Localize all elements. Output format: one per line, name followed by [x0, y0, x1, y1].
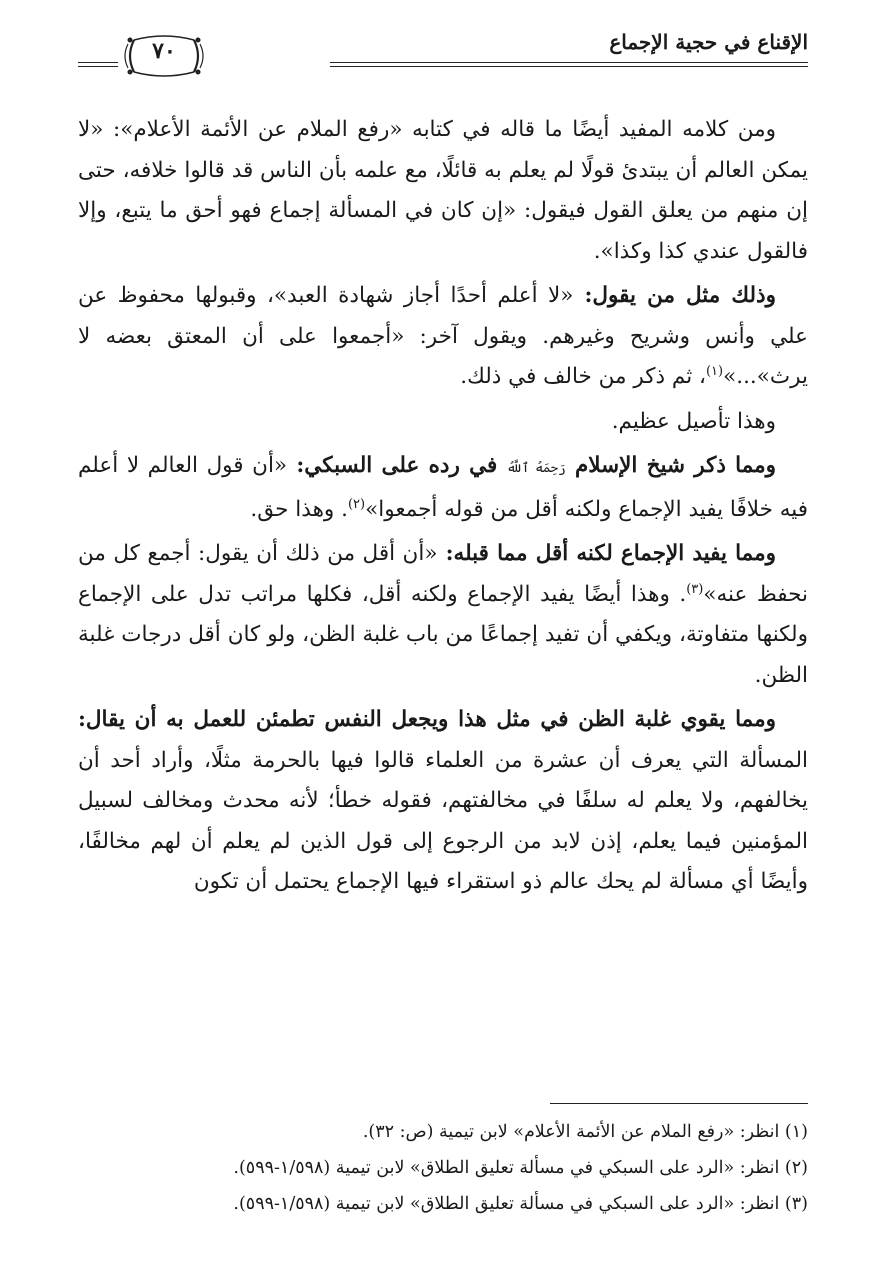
paragraph	[78, 402, 808, 443]
main-text	[78, 110, 808, 907]
body-text: «أن قول العالم لا أعلم فيه خلافًا يفيد الإجماع ولكنه أقل من قوله أجمعوا»	[78, 453, 808, 522]
bold-lead-text: ومما ذكر شيخ الإسلام	[565, 453, 777, 478]
body-text: وهذا تأصيل عظيم.	[611, 408, 776, 434]
body-text: ، ثم ذكر من خالف في ذلك.	[460, 364, 706, 389]
footnote-ref: (٢)	[347, 496, 366, 512]
bold-lead-text: ومما يقوي غلبة الظن في مثل هذا ويجعل النفس تطمئن للعمل به أن يقال:	[78, 707, 776, 732]
paragraph	[78, 700, 808, 903]
page-number: ٧٠	[152, 38, 176, 64]
body-text: المسألة التي يعرف أن عشرة من العلماء قالوا فيها بالحرمة مثلًا، وأراد أحد أن يخالفهم، ولا يعلم له سلفًا في مخالفتهم، فقوله خطأ؛ لأنه محدث ومخالف لسبيل المؤمنين فيما يعلم، إذن لابد من الرجوع إلى قول الذين لم يعلم أن لهم مخالفًا، وأيضًا أي مسألة لم يحك عالم ذو استقراء فيها الإجماع يحتمل أن تكون	[78, 747, 808, 894]
bold-lead-text: وذلك مثل من يقول:	[573, 283, 776, 308]
paragraph	[78, 110, 808, 272]
paragraph	[78, 446, 808, 530]
footnote-1: (١) انظر: «رفع الملام عن الأئمة الأعلام» لابن تيمية (ص: ٣٢).	[362, 1122, 808, 1142]
body-text: «لا أعلم أحدًا أجاز شهادة العبد»، وقبولها محفوظ عن علي وأنس وشريح وغيرهم. ويقول آخر: «أجمعوا على أن المعتق بعضه لا يرث»...»	[78, 283, 808, 389]
paragraph	[78, 276, 808, 398]
body-text: «أن أقل من ذلك أن يقول: أجمع كل من نحفظ عنه»	[78, 541, 808, 607]
paragraph	[78, 534, 808, 696]
body-text: ومن كلامه المفيد أيضًا ما قاله في كتابه «رفع الملام عن الأئمة الأعلام»: «لا يمكن العالم أن يبتدئ قولًا لم يعلم به قائلًا، مع علمه بأن الناس قد قالوا خلافه، حتى إن منهم من يعلق القول فيقول: «إن كان في المسألة إجماع فهو أحق ما يتبع، وإلا فالقول عندي كذا وكذا».	[78, 117, 808, 264]
footnote-separator	[550, 1103, 808, 1104]
bold-lead-text: في رده على السبكي:	[287, 453, 507, 478]
footnote-ref: (٣)	[686, 581, 704, 597]
footnote-ref: (١)	[705, 363, 724, 379]
header-rule-right	[330, 62, 808, 67]
footnote-2: (٢) انظر: «الرد على السبكي في مسألة تعليق الطلاق» لابن تيمية (١/٥٩٨-٥٩٩).	[233, 1158, 808, 1178]
body-text: . وهذا حق.	[250, 496, 348, 522]
page-number-ornament	[120, 30, 208, 82]
footnotes	[78, 1114, 808, 1222]
honorific: رَحِمَهُ ٱللَّهُ	[506, 461, 566, 476]
running-header	[78, 30, 808, 74]
book-title: الإقناع في حجية الإجماع	[609, 30, 808, 54]
bold-lead-text: ومما يفيد الإجماع لكنه أقل مما قبله:	[437, 541, 776, 566]
body-text: . وهذا أيضًا يفيد الإجماع ولكنه أقل، فكلها مراتب تدل على الإجماع ولكنها متفاوتة، ويكفي أن تفيد إجماعًا من باب غلبة الظن، ولو كان أقل درجات غلبة الظن.	[78, 581, 808, 688]
header-rule-left	[78, 62, 118, 67]
footnote-3: (٣) انظر: «الرد على السبكي في مسألة تعليق الطلاق» لابن تيمية (١/٥٩٨-٥٩٩).	[233, 1194, 808, 1214]
